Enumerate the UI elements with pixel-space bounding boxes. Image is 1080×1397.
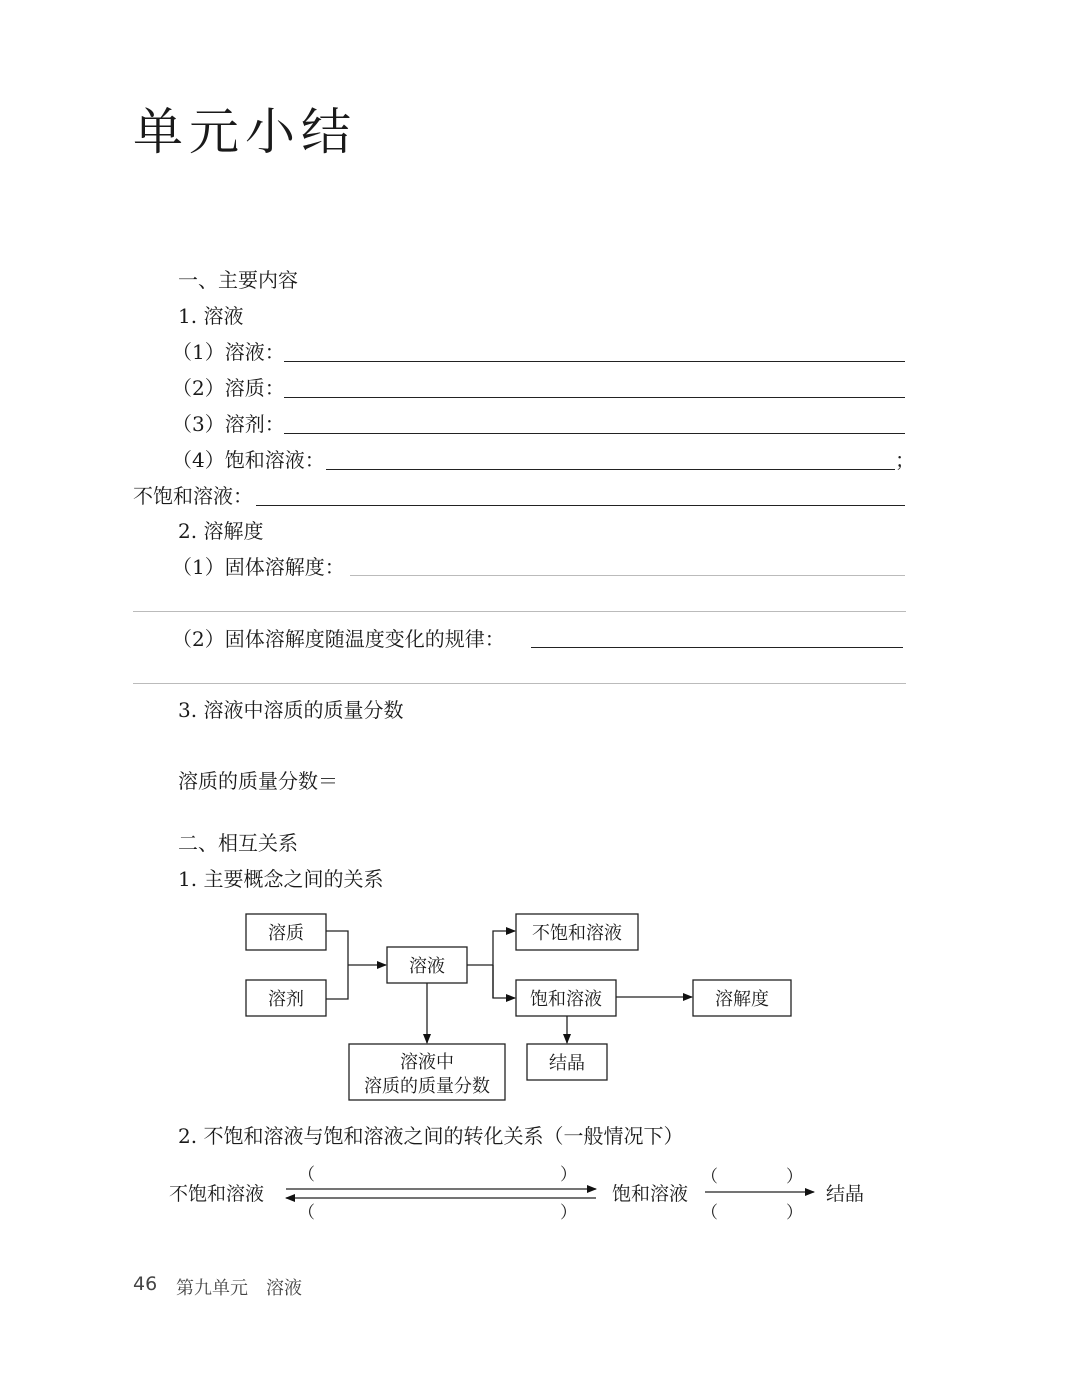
page-number: 46 [133, 1273, 158, 1295]
subheading-mass-fraction: 3. 溶液中溶质的质量分数 [178, 698, 404, 722]
subheading-solubility: 2. 溶解度 [178, 519, 264, 543]
footer-unit-title: 第九单元 溶液 [176, 1278, 302, 1299]
item-solute-label: （2）溶质： [172, 376, 285, 400]
label-unsaturated: 不饱和溶液 [532, 923, 622, 944]
section-heading-relationships: 二、相互关系 [178, 831, 298, 855]
paren-close: ） [560, 1165, 577, 1185]
label-saturated-solution: 饱和溶液 [612, 1183, 689, 1205]
label-crystallization: 结晶 [549, 1053, 585, 1074]
subheading-concept-relations: 1. 主要概念之间的关系 [178, 867, 384, 891]
label-solution: 溶液 [409, 956, 445, 977]
item-solubility-temperature-label: （2）固体溶解度随温度变化的规律： [172, 627, 505, 651]
label-saturated: 饱和溶液 [530, 989, 602, 1010]
item-unsaturated-label: 不饱和溶液： [133, 484, 253, 508]
semicolon: ； [895, 448, 915, 472]
label-unsaturated-solution: 不饱和溶液 [169, 1183, 265, 1205]
paren-close: ） [786, 1203, 803, 1223]
paren-close: ） [786, 1167, 803, 1187]
subheading-solution: 1. 溶液 [178, 304, 244, 328]
formula-mass-fraction: 溶质的质量分数＝ [178, 769, 338, 793]
label-mass-fraction-line1: 溶液中 [400, 1052, 454, 1073]
item-saturated-label: （4）饱和溶液： [172, 448, 325, 472]
page-title: 单元小结 [133, 103, 357, 161]
paren-open: （ [298, 1203, 315, 1223]
paren-close: ） [560, 1203, 577, 1223]
label-mass-fraction-line2: 溶质的质量分数 [364, 1076, 490, 1097]
label-crystallization-result: 结晶 [826, 1183, 865, 1205]
item-solution-label: （1）溶液： [172, 340, 285, 364]
section-heading-main-content: 一、主要内容 [178, 268, 298, 292]
paren-open: （ [298, 1165, 315, 1185]
label-solubility: 溶解度 [715, 989, 769, 1010]
item-solvent-label: （3）溶剂： [172, 412, 285, 436]
item-solid-solubility-label: （1）固体溶解度： [172, 555, 345, 579]
label-solute: 溶质 [268, 923, 304, 944]
subheading-conversion: 2. 不饱和溶液与饱和溶液之间的转化关系（一般情况下） [178, 1124, 684, 1148]
label-solvent: 溶剂 [268, 989, 304, 1010]
paren-open: （ [701, 1167, 718, 1187]
paren-open: （ [701, 1203, 718, 1223]
